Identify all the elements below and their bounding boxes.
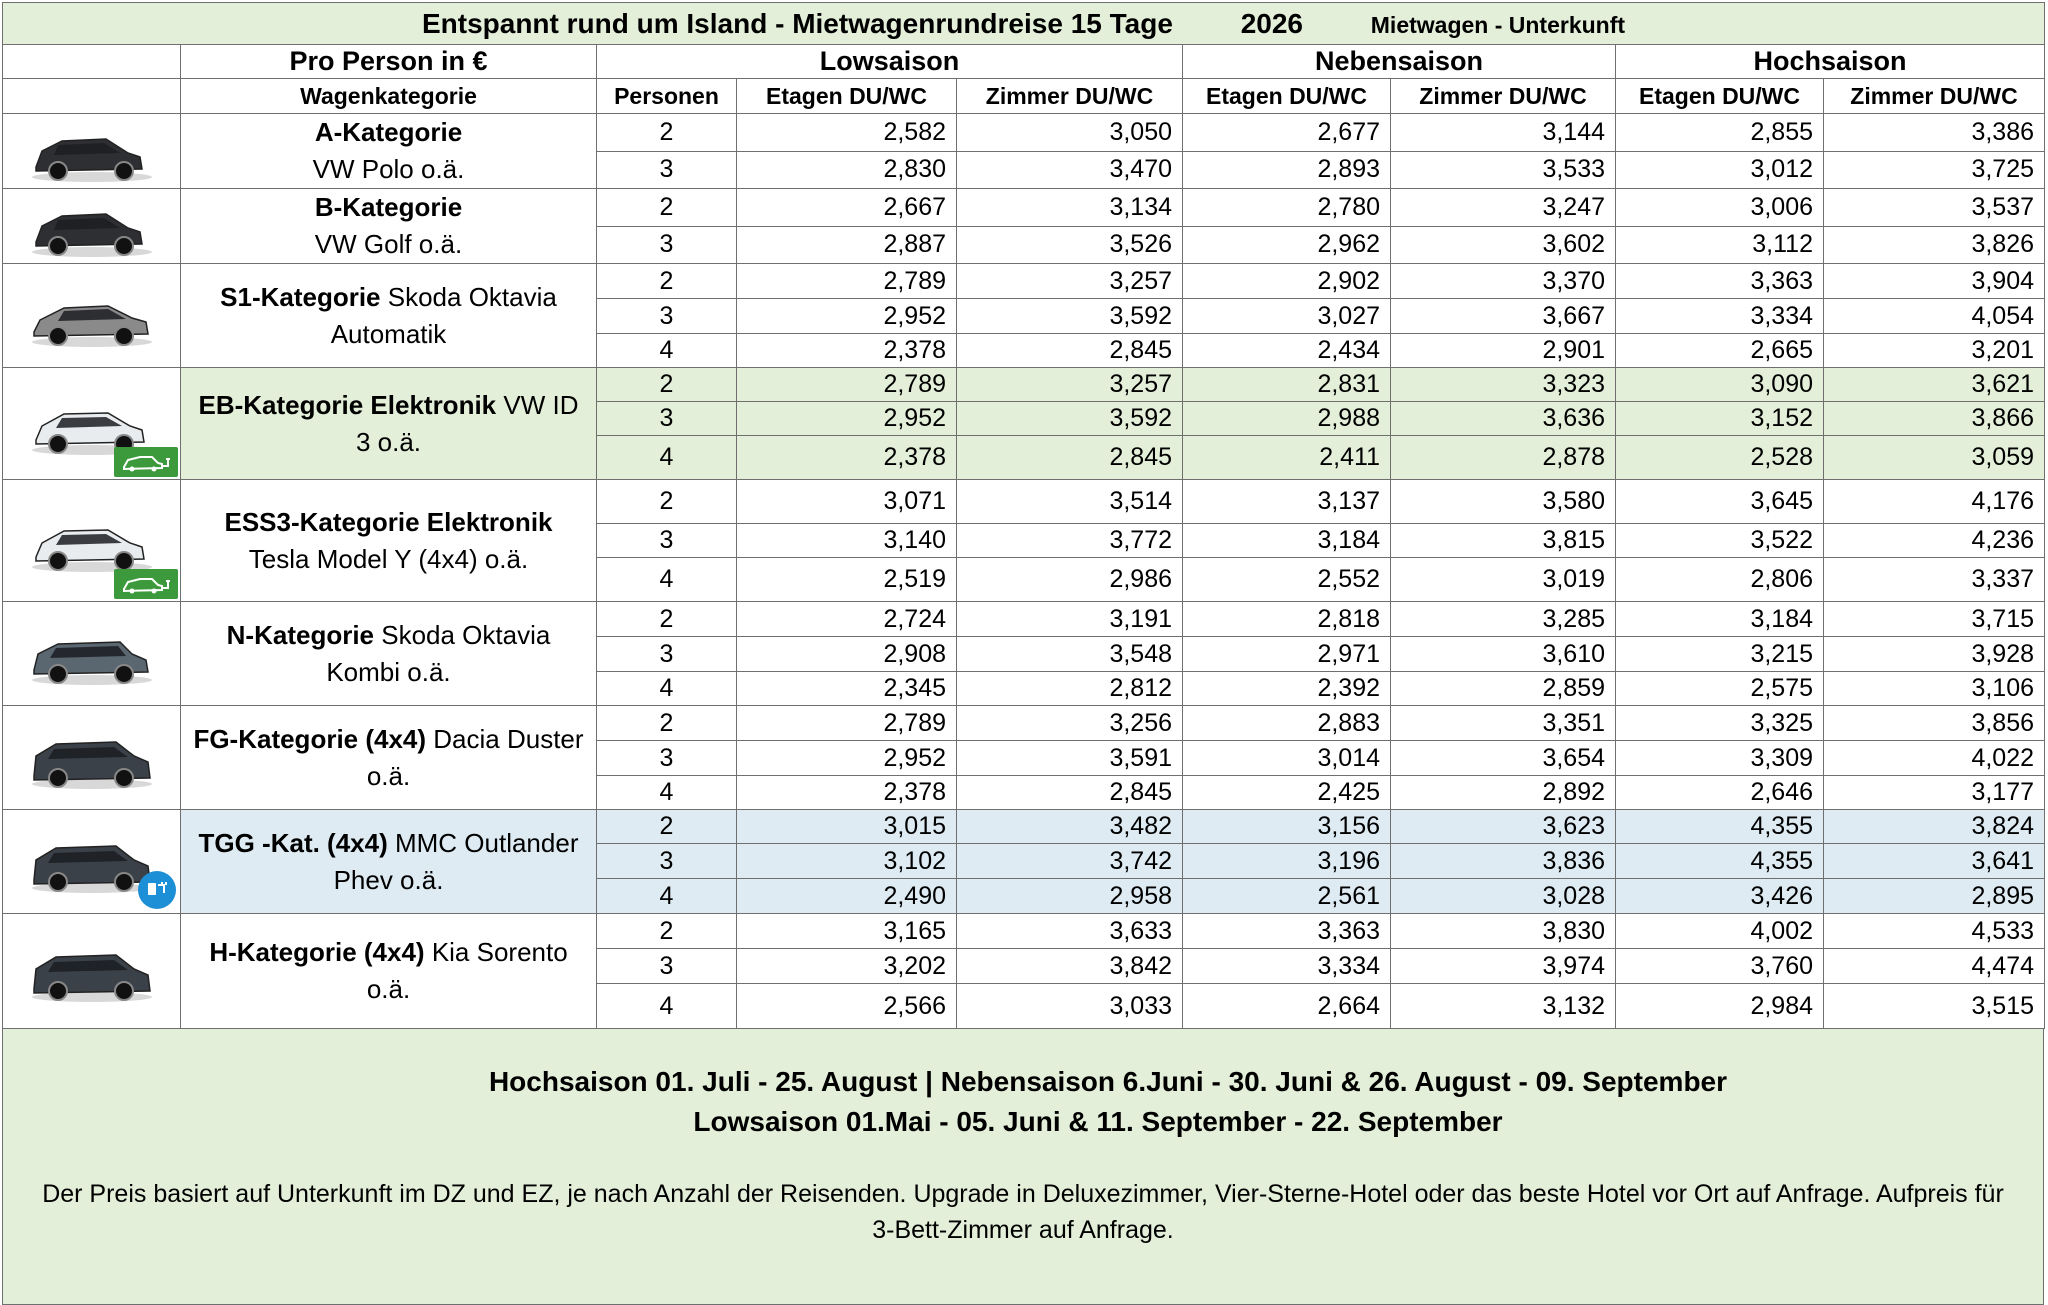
category-name: TGG -Kat. (4x4) [198,827,388,858]
car-image-cell [3,368,181,480]
persons-cell: 2 [597,264,737,299]
season-low-header: Lowsaison [597,45,1183,79]
category-model: Kia Sorento o.ä. [366,937,568,1004]
car-wheel [49,982,67,1000]
low-zimmer-price-cell: 2,845 [957,334,1183,368]
mid-etagen-price-cell: 3,196 [1183,844,1391,879]
high-etagen-header: Etagen DU/WC [1616,79,1824,114]
low-zimmer-price-cell: 2,986 [957,558,1183,602]
low-zimmer-price-cell: 2,958 [957,879,1183,914]
high-zimmer-price-cell: 3,177 [1824,776,2045,810]
mid-etagen-price-cell: 3,014 [1183,741,1391,776]
mid-etagen-price-cell: 2,831 [1183,368,1391,402]
category-name: FG-Kategorie (4x4) [193,723,427,754]
car-wheel [49,665,67,683]
mid-zimmer-price-cell: 3,654 [1391,741,1616,776]
low-etagen-price-cell: 2,789 [737,264,957,299]
persons-cell: 3 [597,226,737,264]
mid-etagen-price-cell: 3,184 [1183,524,1391,558]
high-etagen-price-cell: 3,152 [1616,402,1824,436]
low-zimmer-price-cell: 3,470 [957,151,1183,189]
high-zimmer-price-cell: 4,236 [1824,524,2045,558]
car-wheel [115,552,133,570]
price-label: Pro Person in € [181,45,597,79]
hatchback-car-icon [28,115,156,187]
title-row [3,3,2045,45]
persons-cell: 2 [597,368,737,402]
low-etagen-price-cell: 2,952 [737,402,957,436]
category-name: B-Kategorie [314,192,463,222]
low-etagen-price-cell: 3,202 [737,949,957,984]
high-zimmer-price-cell: 3,386 [1824,114,2045,152]
car-wheel [49,435,67,453]
low-etagen-price-cell: 3,071 [737,480,957,524]
title-cell [3,3,2045,45]
mid-zimmer-price-cell: 3,815 [1391,524,1616,558]
mid-zimmer-price-cell: 3,019 [1391,558,1616,602]
high-zimmer-price-cell: 4,176 [1824,480,2045,524]
mid-zimmer-price-cell: 3,132 [1391,984,1616,1029]
low-zimmer-price-cell: 3,033 [957,984,1183,1029]
car-wheel [115,665,133,683]
mid-etagen-header: Etagen DU/WC [1183,79,1391,114]
car-wheel [49,552,67,570]
category-name: A-Kategorie [314,117,463,147]
persons-cell: 2 [597,914,737,949]
mid-zimmer-price-cell: 3,830 [1391,914,1616,949]
car-wheel [115,982,133,1000]
persons-column-header: Personen [597,79,737,114]
mid-etagen-price-cell: 2,818 [1183,602,1391,637]
price-note: Der Preis basiert auf Unterkunft im DZ und EZ, je nach Anzahl der Reisenden. Upgrade in Deluxezimmer, Vier-Sterne-Hotel oder das beste Hotel vor Ort auf Anfrage. Aufpreis für 3-Bett-Zimmer auf Anfrage. [42,1180,2004,1244]
car-image-cell [3,189,181,264]
low-etagen-price-cell: 2,952 [737,299,957,334]
table-row [3,368,2045,402]
mid-etagen-price-cell: 2,677 [1183,114,1391,152]
empty-header-cell [3,45,181,79]
high-etagen-price-cell: 2,806 [1616,558,1824,602]
high-etagen-price-cell: 3,522 [1616,524,1824,558]
price-table [2,2,2045,1029]
persons-cell: 2 [597,706,737,741]
high-etagen-price-cell: 3,112 [1616,226,1824,264]
low-zimmer-price-cell: 3,482 [957,810,1183,844]
category-model: VW Golf o.ä. [314,229,463,259]
mid-zimmer-price-cell: 2,892 [1391,776,1616,810]
suv-car-icon [28,826,156,898]
low-etagen-price-cell: 2,887 [737,226,957,264]
low-zimmer-price-cell: 3,772 [957,524,1183,558]
car-image-cell [3,914,181,1029]
category-name: S1-Kategorie [220,281,381,312]
mid-etagen-price-cell: 2,392 [1183,672,1391,706]
low-etagen-price-cell: 2,724 [737,602,957,637]
high-etagen-price-cell: 4,002 [1616,914,1824,949]
low-etagen-price-cell: 2,952 [737,741,957,776]
mid-zimmer-price-cell: 2,878 [1391,436,1616,480]
high-etagen-price-cell: 3,309 [1616,741,1824,776]
high-zimmer-price-cell: 3,641 [1824,844,2045,879]
car-image-cell [3,264,181,368]
car-image-cell [3,810,181,914]
table-row [3,480,2045,524]
mid-etagen-price-cell: 2,902 [1183,264,1391,299]
category-cell [181,810,597,914]
low-etagen-price-cell: 2,378 [737,776,957,810]
mid-etagen-price-cell: 2,883 [1183,706,1391,741]
low-zimmer-price-cell: 3,592 [957,402,1183,436]
mid-etagen-price-cell: 3,363 [1183,914,1391,949]
category-cell [181,706,597,810]
persons-cell: 3 [597,949,737,984]
low-zimmer-price-cell: 3,591 [957,741,1183,776]
high-etagen-price-cell: 2,665 [1616,334,1824,368]
high-zimmer-price-cell: 3,106 [1824,672,2045,706]
persons-cell: 3 [597,151,737,189]
low-zimmer-price-cell: 3,842 [957,949,1183,984]
car-image-cell [3,706,181,810]
ev-charging-badge-icon [114,447,178,477]
high-etagen-price-cell: 2,646 [1616,776,1824,810]
category-name: H-Kategorie (4x4) [209,937,425,967]
high-zimmer-price-cell: 3,201 [1824,334,2045,368]
car-wheel [49,162,67,180]
phev-plug-badge-icon [138,871,176,909]
mid-etagen-price-cell: 3,156 [1183,810,1391,844]
low-etagen-price-cell: 2,378 [737,334,957,368]
mid-zimmer-price-cell: 3,667 [1391,299,1616,334]
low-etagen-price-cell: 2,830 [737,151,957,189]
persons-cell: 3 [597,402,737,436]
car-wheel [115,769,133,787]
high-etagen-price-cell: 2,528 [1616,436,1824,480]
mid-etagen-price-cell: 2,893 [1183,151,1391,189]
car-image-cell [3,480,181,602]
high-zimmer-price-cell: 3,824 [1824,810,2045,844]
low-zimmer-price-cell: 3,592 [957,299,1183,334]
category-cell [181,114,597,189]
plug-car-icon [114,447,178,477]
price-sheet [2,2,2044,1305]
season-dates-line-2 [3,1106,2043,1138]
category-cell [181,264,597,368]
mid-etagen-price-cell: 2,962 [1183,226,1391,264]
title-year: 2026 [1240,7,1303,39]
car-wheel [115,327,133,345]
mid-etagen-price-cell: 3,137 [1183,480,1391,524]
persons-cell: 4 [597,558,737,602]
high-zimmer-header: Zimmer DU/WC [1824,79,2045,114]
mid-zimmer-price-cell: 3,247 [1391,189,1616,227]
low-zimmer-header: Zimmer DU/WC [957,79,1183,114]
high-etagen-price-cell: 3,334 [1616,299,1824,334]
electric-car-icon [28,505,156,577]
table-row [3,114,2045,152]
high-zimmer-price-cell: 3,928 [1824,637,2045,672]
high-zimmer-price-cell: 3,826 [1824,226,2045,264]
persons-cell: 4 [597,776,737,810]
mid-zimmer-header: Zimmer DU/WC [1391,79,1616,114]
high-zimmer-price-cell: 4,474 [1824,949,2045,984]
mid-zimmer-price-cell: 3,580 [1391,480,1616,524]
low-zimmer-price-cell: 3,742 [957,844,1183,879]
category-name: ESS3-Kategorie Elektronik [224,506,553,537]
high-etagen-price-cell: 2,575 [1616,672,1824,706]
mid-zimmer-price-cell: 3,351 [1391,706,1616,741]
mid-etagen-price-cell: 2,664 [1183,984,1391,1029]
persons-cell: 2 [597,189,737,227]
car-wheel [115,237,133,255]
car-wheel [49,769,67,787]
mid-etagen-price-cell: 2,434 [1183,334,1391,368]
high-zimmer-price-cell: 4,054 [1824,299,2045,334]
category-model: MMC Outlander Phev o.ä. [333,827,579,895]
mid-etagen-price-cell: 3,334 [1183,949,1391,984]
plug-car-icon [114,569,178,599]
high-etagen-price-cell: 3,645 [1616,480,1824,524]
mid-zimmer-price-cell: 3,028 [1391,879,1616,914]
low-zimmer-price-cell: 3,257 [957,368,1183,402]
high-zimmer-price-cell: 3,537 [1824,189,2045,227]
high-etagen-price-cell: 3,012 [1616,151,1824,189]
persons-cell: 4 [597,334,737,368]
low-etagen-price-cell: 3,140 [737,524,957,558]
mid-etagen-price-cell: 2,425 [1183,776,1391,810]
footer-panel [2,1029,2044,1305]
low-etagen-price-cell: 2,519 [737,558,957,602]
hatchback-car-icon [28,190,156,262]
high-etagen-price-cell: 3,760 [1616,949,1824,984]
low-etagen-price-cell: 2,582 [737,114,957,152]
mid-etagen-price-cell: 2,561 [1183,879,1391,914]
title-subtitle: Mietwagen - Unterkunft [1370,11,1626,38]
category-cell [181,914,597,1029]
low-etagen-price-cell: 2,789 [737,368,957,402]
category-model: Skoda Oktavia Automatik [330,281,557,349]
mid-etagen-price-cell: 2,971 [1183,637,1391,672]
low-etagen-price-cell: 3,165 [737,914,957,949]
high-zimmer-price-cell: 3,515 [1824,984,2045,1029]
mid-zimmer-price-cell: 2,859 [1391,672,1616,706]
low-zimmer-price-cell: 3,514 [957,480,1183,524]
persons-cell: 3 [597,637,737,672]
table-row [3,602,2045,637]
high-etagen-price-cell: 3,215 [1616,637,1824,672]
low-zimmer-price-cell: 2,845 [957,776,1183,810]
low-etagen-price-cell: 3,102 [737,844,957,879]
mid-zimmer-price-cell: 3,323 [1391,368,1616,402]
season-header-row [3,45,2045,79]
car-wheel [49,873,67,891]
season-dates-text-2: Lowsaison 01.Mai - 05. Juni & 11. September - 22. September [693,1106,1503,1137]
empty-header-cell [3,79,181,114]
persons-cell: 2 [597,602,737,637]
high-zimmer-price-cell: 3,904 [1824,264,2045,299]
suv-car-icon [28,935,156,1007]
low-zimmer-price-cell: 2,812 [957,672,1183,706]
low-etagen-price-cell: 2,345 [737,672,957,706]
low-zimmer-price-cell: 3,257 [957,264,1183,299]
mid-zimmer-price-cell: 3,533 [1391,151,1616,189]
low-zimmer-price-cell: 3,191 [957,602,1183,637]
category-model: Dacia Duster o.ä. [366,723,584,791]
high-etagen-price-cell: 3,090 [1616,368,1824,402]
car-wheel [115,162,133,180]
fuel-plug-icon [138,871,176,909]
high-etagen-price-cell: 3,426 [1616,879,1824,914]
high-zimmer-price-cell: 3,856 [1824,706,2045,741]
low-etagen-price-cell: 3,015 [737,810,957,844]
low-zimmer-price-cell: 3,134 [957,189,1183,227]
car-wheel [115,873,133,891]
mid-zimmer-price-cell: 3,285 [1391,602,1616,637]
persons-cell: 2 [597,810,737,844]
low-zimmer-price-cell: 3,050 [957,114,1183,152]
mid-zimmer-price-cell: 3,836 [1391,844,1616,879]
category-cell [181,602,597,706]
car-wheel [49,327,67,345]
high-etagen-price-cell: 3,184 [1616,602,1824,637]
station-wagon-car-icon [28,618,156,690]
low-zimmer-price-cell: 3,633 [957,914,1183,949]
high-etagen-price-cell: 4,355 [1616,844,1824,879]
mid-etagen-price-cell: 2,988 [1183,402,1391,436]
persons-cell: 3 [597,741,737,776]
low-zimmer-price-cell: 3,526 [957,226,1183,264]
table-row [3,189,2045,227]
car-image-cell [3,602,181,706]
mid-etagen-price-cell: 2,411 [1183,436,1391,480]
persons-cell: 3 [597,524,737,558]
category-cell [181,189,597,264]
mid-zimmer-price-cell: 3,144 [1391,114,1616,152]
low-zimmer-price-cell: 2,845 [957,436,1183,480]
column-header-row [3,79,2045,114]
high-zimmer-price-cell: 3,725 [1824,151,2045,189]
high-zimmer-price-cell: 3,715 [1824,602,2045,637]
high-zimmer-price-cell: 3,337 [1824,558,2045,602]
low-etagen-price-cell: 2,667 [737,189,957,227]
mid-zimmer-price-cell: 3,602 [1391,226,1616,264]
high-etagen-price-cell: 3,363 [1616,264,1824,299]
table-row [3,264,2045,299]
category-model: Tesla Model Y (4x4) o.ä. [248,543,529,574]
car-wheel [49,237,67,255]
mid-zimmer-price-cell: 3,370 [1391,264,1616,299]
category-name: EB-Kategorie Elektronik [198,389,497,420]
high-zimmer-price-cell: 2,895 [1824,879,2045,914]
low-zimmer-price-cell: 3,256 [957,706,1183,741]
high-zimmer-price-cell: 3,866 [1824,402,2045,436]
mid-zimmer-price-cell: 3,974 [1391,949,1616,984]
low-etagen-price-cell: 2,566 [737,984,957,1029]
high-zimmer-price-cell: 4,533 [1824,914,2045,949]
persons-cell: 4 [597,984,737,1029]
table-row [3,706,2045,741]
mid-zimmer-price-cell: 3,623 [1391,810,1616,844]
persons-cell: 3 [597,299,737,334]
persons-cell: 2 [597,480,737,524]
mid-etagen-price-cell: 3,027 [1183,299,1391,334]
ev-charging-badge-icon [114,569,178,599]
low-etagen-price-cell: 2,789 [737,706,957,741]
persons-cell: 4 [597,436,737,480]
category-name: N-Kategorie [226,619,375,650]
high-etagen-price-cell: 2,855 [1616,114,1824,152]
persons-cell: 2 [597,114,737,152]
mid-etagen-price-cell: 2,780 [1183,189,1391,227]
page-title: Entspannt rund um Island - Mietwagenrundreise 15 Tage [421,7,1173,39]
table-row [3,914,2045,949]
persons-cell: 4 [597,879,737,914]
low-etagen-price-cell: 2,908 [737,637,957,672]
season-high-header: Hochsaison [1616,45,2045,79]
suv-car-icon [28,722,156,794]
high-zimmer-price-cell: 3,621 [1824,368,2045,402]
category-model: VW ID 3 o.ä. [355,389,579,457]
category-model: VW Polo o.ä. [312,154,465,184]
mid-zimmer-price-cell: 3,636 [1391,402,1616,436]
high-etagen-price-cell: 4,355 [1616,810,1824,844]
high-etagen-price-cell: 2,984 [1616,984,1824,1029]
sedan-car-icon [28,280,156,352]
high-zimmer-price-cell: 3,059 [1824,436,2045,480]
season-dates-line-1 [3,1066,2043,1098]
high-etagen-price-cell: 3,325 [1616,706,1824,741]
mid-etagen-price-cell: 2,552 [1183,558,1391,602]
season-mid-header: Nebensaison [1183,45,1616,79]
persons-cell: 3 [597,844,737,879]
category-cell [181,368,597,480]
car-image-cell [3,114,181,189]
high-etagen-price-cell: 3,006 [1616,189,1824,227]
persons-cell: 4 [597,672,737,706]
low-zimmer-price-cell: 3,548 [957,637,1183,672]
category-cell [181,480,597,602]
low-etagen-price-cell: 2,490 [737,879,957,914]
high-zimmer-price-cell: 4,022 [1824,741,2045,776]
season-dates-text-1: Hochsaison 01. Juli - 25. August | Nebensaison 6.Juni - 30. Juni & 26. August - 09. September [488,1066,1728,1097]
table-row [3,810,2045,844]
mid-zimmer-price-cell: 3,610 [1391,637,1616,672]
mid-zimmer-price-cell: 2,901 [1391,334,1616,368]
low-etagen-header: Etagen DU/WC [737,79,957,114]
category-model: Skoda Oktavia Kombi o.ä. [326,619,551,687]
category-column-header: Wagenkategorie [181,79,597,114]
low-etagen-price-cell: 2,378 [737,436,957,480]
